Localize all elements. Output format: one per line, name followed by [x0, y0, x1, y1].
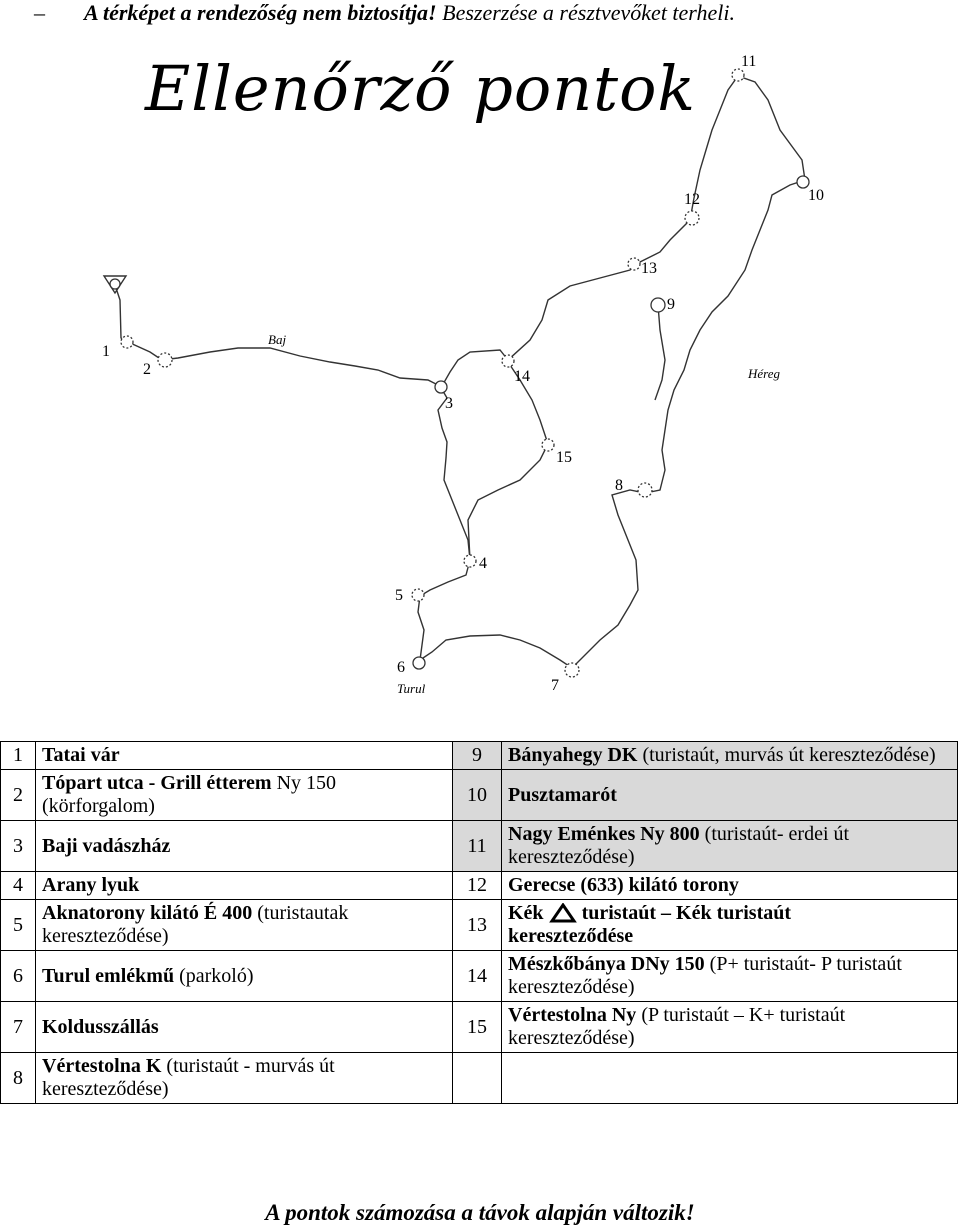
cp-name: [502, 900, 958, 951]
checkpoint-8: [638, 483, 652, 497]
cp-name: [36, 1002, 453, 1053]
checkpoint-14: [502, 355, 514, 367]
checkpoint-11: [732, 69, 744, 81]
route-map: [0, 40, 960, 720]
cp-number: 8: [1, 1053, 36, 1104]
cp-name-bold: Vértestolna Ny: [508, 1004, 637, 1026]
route-path: [115, 76, 805, 668]
footer-note: A pontok számozása a távok alapján változik!: [265, 1200, 695, 1225]
cp-number: 7: [1, 1002, 36, 1053]
cp-number: 12: [453, 872, 502, 900]
point-label-8: 8: [615, 477, 623, 494]
checkpoint-9: [651, 298, 665, 312]
checkpoint-13: [628, 258, 640, 270]
cp-name: [36, 821, 453, 872]
cp-name: [36, 742, 453, 770]
cp-number: 6: [1, 951, 36, 1002]
cp-name: [502, 770, 958, 821]
cp-number: 3: [1, 821, 36, 872]
cp-name-bold: Vértestolna K: [42, 1055, 162, 1077]
cp-name-bold: Tópart utca - Grill étterem: [42, 772, 272, 794]
dash: –: [34, 0, 45, 25]
cp-name-note: (turistaút- erdei út kereszteződése): [508, 823, 850, 868]
point-label-3: 3: [445, 395, 453, 412]
point-label-12: 12: [684, 191, 700, 208]
checkpoint-6: [413, 657, 425, 669]
cp-name-bold: Bányahegy DK: [508, 744, 638, 766]
table-row: [1, 872, 958, 900]
table-row: [1, 770, 958, 821]
cp-name-note: Ny 150 (körforgalom): [42, 772, 337, 817]
point-label-14: 14: [514, 368, 530, 385]
cp-name-bold: Mészkőbánya DNy 150: [508, 953, 705, 975]
cp-name-bold: Tatai vár: [42, 744, 120, 766]
cp-name-bold-c: kereszteződése: [508, 925, 634, 947]
cp-name: [502, 742, 958, 770]
cp-name-bold: Gerecse (633) kilátó torony: [508, 874, 739, 896]
point-label-2: 2: [143, 361, 151, 378]
checkpoint-12: [685, 211, 699, 225]
cp-name-bold: Arany lyuk: [42, 874, 140, 896]
point-label-5: 5: [395, 587, 403, 604]
cp-number: 9: [453, 742, 502, 770]
point-label-7: 7: [551, 677, 559, 694]
place-turul: Turul: [397, 681, 426, 696]
point-label-1: 1: [102, 343, 110, 360]
cp-number: 15: [453, 1002, 502, 1053]
disclaimer-bold: A térképet a rendezőség nem biztosítja!: [84, 0, 437, 25]
checkpoint-3: [435, 381, 447, 393]
cp-number: 13: [453, 900, 502, 951]
cp-name-note: (turistautak kereszteződése): [42, 902, 349, 947]
cp-name: [36, 900, 453, 951]
disclaimer-rest: Beszerzése a résztvevőket terheli.: [436, 0, 735, 25]
cp-number: 14: [453, 951, 502, 1002]
checkpoint-5: [412, 589, 424, 601]
cp-name: [36, 951, 453, 1002]
triangle-trail-icon: [549, 903, 577, 923]
table-row: [1, 742, 958, 770]
point-label-10: 10: [808, 187, 824, 204]
cp-name-note: (parkoló): [174, 964, 254, 987]
checkpoint-1: [121, 336, 133, 348]
cp-name-bold: Koldusszállás: [42, 1015, 159, 1038]
cp-number: 2: [1, 770, 36, 821]
point-label-9: 9: [667, 296, 675, 313]
route-branch: [468, 362, 548, 560]
cp-name: [502, 872, 958, 900]
cp-name: [502, 951, 958, 1002]
point-label-13: 13: [641, 260, 657, 277]
checkpoint-7: [565, 663, 579, 677]
map-title: Ellenőrző pontok: [145, 52, 696, 125]
cp-name-note: (turistaút, murvás út kereszteződése): [637, 744, 936, 766]
point-label-6: 6: [397, 659, 405, 676]
table-row: [1, 900, 958, 951]
point-label-15: 15: [556, 449, 572, 466]
cp-name: [502, 1053, 958, 1104]
cp-name: [36, 770, 453, 821]
checkpoint-table: [0, 741, 958, 1104]
start-circle: [110, 279, 120, 289]
cp-name-bold: Aknatorony kilátó É 400: [42, 902, 253, 924]
route-branch-2: [655, 305, 665, 400]
cp-name: [36, 872, 453, 900]
cp-name: [502, 821, 958, 872]
cp-number: [453, 1053, 502, 1104]
point-label-11: 11: [741, 53, 757, 70]
cp-number: 1: [1, 742, 36, 770]
cp-number: 5: [1, 900, 36, 951]
checkpoint-15: [542, 439, 554, 451]
cp-number: 11: [453, 821, 502, 872]
cp-name: [502, 1002, 958, 1053]
cp-name-bold-b: turistaút – Kék turistaút: [581, 902, 792, 924]
table-row: [1, 1002, 958, 1053]
cp-name-bold: Turul emlékmű: [42, 964, 175, 987]
cp-name-note: (P+ turistaút- P turistaút kereszteződése): [508, 953, 902, 998]
cp-name-bold: Pusztamarót: [508, 783, 617, 806]
cp-name-bold: Baji vadászház: [42, 834, 171, 857]
point-label-4: 4: [479, 555, 487, 572]
table-row: [1, 821, 958, 872]
checkpoint-2: [158, 353, 172, 367]
cp-name-bold-a: Kék: [508, 902, 544, 924]
place-baj: Baj: [268, 332, 287, 347]
cp-name-bold: Nagy Eménkes Ny 800: [508, 823, 700, 845]
cp-number: 4: [1, 872, 36, 900]
place-hereg: Héreg: [748, 366, 781, 381]
cp-number: 10: [453, 770, 502, 821]
map-disclaimer: [34, 0, 735, 26]
cp-name-note: (turistaút - murvás út kereszteződése): [42, 1055, 335, 1100]
checkpoint-4: [464, 555, 476, 567]
cp-name-note: (P turistaút – K+ turistaút kereszteződése): [508, 1004, 846, 1049]
table-row: [1, 951, 958, 1002]
table-row: [1, 1053, 958, 1104]
cp-name: [36, 1053, 453, 1104]
